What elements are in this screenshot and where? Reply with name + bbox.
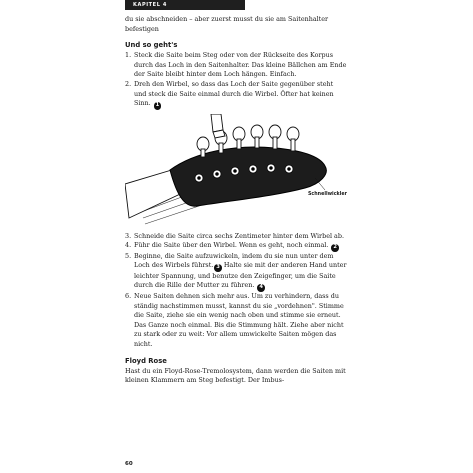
step-number: 4. (125, 241, 132, 250)
step-item (125, 292, 347, 350)
headstock-drawing (125, 114, 347, 226)
callout-badge: 4 (259, 284, 264, 291)
page-content (125, 15, 347, 386)
guitar-headstock-illustration (125, 114, 347, 226)
section-heading-floyd-rose: Floyd Rose (125, 356, 167, 365)
step-item (125, 252, 347, 292)
step-text: Führ die Saite über den Wirbel. Wenn es geht, noch einmal. (134, 241, 329, 250)
step-number: 3. (125, 231, 132, 240)
callout-badge: 2 (333, 244, 337, 251)
step-item (125, 241, 347, 252)
step-text-continued: Halte sie mit der anderen Hand unter leichter Spannung, und benutze den Zeigefinger, um die Saite durch die Rille der Mutter zu führen. (134, 261, 347, 290)
intro-paragraph: du sie abschneiden – aber zuerst musst du sie am Saitenhalter befestigen (125, 15, 329, 33)
step-text: Steck die Saite beim Steg oder von der Rückseite des Korpus durch das Loch in den Saitenhalter. Das kleine Bällchen am Ende der Saite bleibt hinter dem Loch hängen. Einfach. (134, 51, 347, 79)
step-item (125, 51, 347, 80)
step-item (125, 232, 347, 242)
step-number: 1. (125, 51, 132, 60)
chapter-header: KAPITEL 4 (125, 0, 245, 10)
step-number: 2. (125, 79, 132, 88)
step-text: Beginne, die Saite aufzuwickeln, indem du sie nun unter dem Loch des Wirbels führst. (134, 251, 334, 270)
callout-badge: 1 (155, 102, 160, 109)
step-number: 6. (125, 291, 132, 300)
steps-list-1 (125, 51, 347, 109)
string-winder-icon (211, 114, 225, 138)
section-heading-und-so-gehts: Und so geht's (125, 41, 178, 50)
step-text: Schneide die Saite circa sechs Zentimeter hinter dem Wirbel ab. (134, 231, 344, 240)
page-number: 60 (125, 461, 133, 467)
steps-list-2 (125, 232, 347, 350)
step-text: Dreh den Wirbel, so dass das Loch der Saite gegenüber steht und steck die Saite einmal durch die Wirbel. Öfter hat keinen Sinn. (134, 79, 334, 108)
floyd-rose-paragraph: Hast du ein Floyd-Rose-Tremolosystem, dann werden die Saiten mit kleinen Klammern am Steg befestigt. Der Imbus- (125, 366, 346, 385)
callout-badge: 3 (216, 264, 220, 271)
step-text: Neue Saiten dehnen sich mehr aus. Um zu verhindern, dass du ständig nachstimmen musst, kannst du sie „vordehnen". Stimme die Saite, ziehe sie ein wenig nach oben und stimme sie erneut. Das Ganze noch einmal. Bis die Stimmung hält. Ziehe aber nicht zu stark oder zu weit: Vor allem umwickelte Saiten mögen das nicht. (134, 291, 344, 348)
step-item (125, 80, 347, 110)
step-number: 5. (125, 251, 132, 260)
figure-caption: Schnellwickler (307, 191, 347, 197)
